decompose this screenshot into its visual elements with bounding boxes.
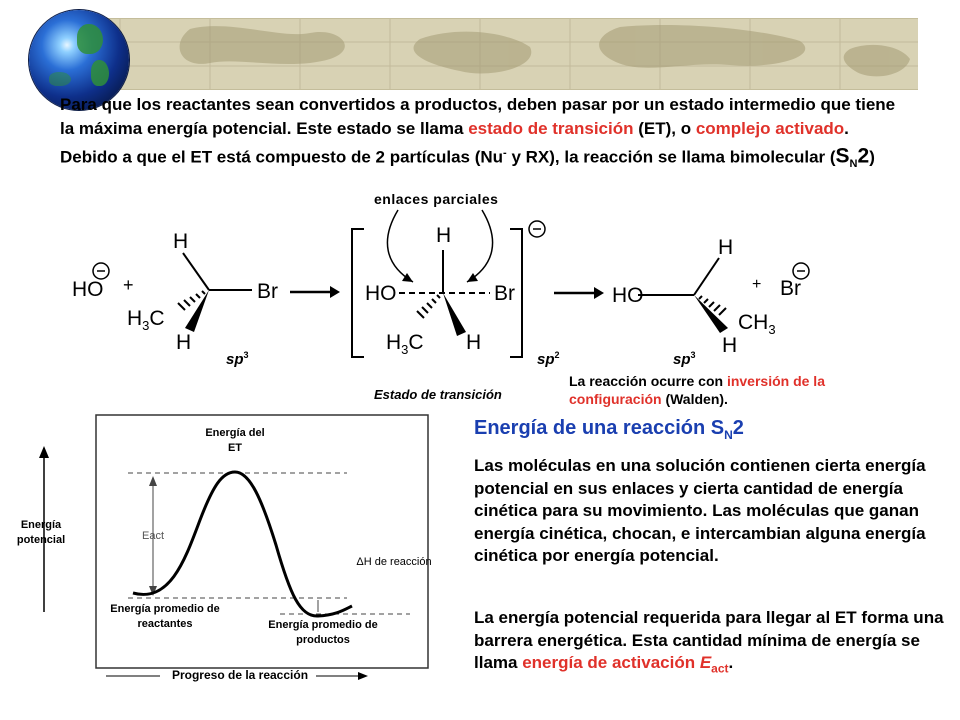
inversion-note: La reacción ocurre con inversión de la configuración (Walden). — [569, 373, 825, 407]
energy-paragraph-1: Las moléculas en una solución contienen cierta energía potencial en sus enlaces y cierta cantidad de energía cinética para su movimiento. Las moléculas que ganan energía cinética, chocan, e intercambian alguna energía cinética por energía potencial. — [474, 456, 926, 565]
dh-label: ΔH de reacción — [356, 556, 432, 568]
eact-label: Eact — [141, 530, 164, 542]
ts-caption: Estado de transición — [374, 387, 502, 402]
intro-text-1: Para que los reactantes sean convertidos a productos, deben pasar por un estado intermedio que tiene la máxima energía potencial. Este estado se llama — [60, 95, 896, 138]
reactant-br: Br — [257, 280, 278, 303]
intro-text-5: . Debido a que el ET está compuesto de 2 partículas (Nu — [60, 119, 849, 167]
product-h-bottom: H — [722, 334, 738, 357]
ts-h3c: $H_3C$ — [386, 331, 424, 358]
ts-br-label: Br — [494, 282, 515, 305]
product-br: Br — [780, 277, 801, 300]
nucleophile-label: HO — [72, 278, 104, 301]
product-ho: HO — [612, 284, 644, 307]
plus-sign-2: + — [752, 276, 762, 293]
intro-sn-sub: N — [849, 158, 858, 171]
partial-bonds-label: enlaces parciales — [374, 191, 499, 207]
hyb-reactant: $sp^3$ — [226, 350, 249, 368]
reactant-h-top: H — [173, 230, 189, 253]
et-energy-label: Energía del ET — [205, 427, 265, 454]
hyb-ts: $sp^2$ — [537, 350, 560, 368]
intro-charge-sup: - — [503, 147, 507, 159]
energy-section-title: Energía de una reacción $S_N2$ — [474, 417, 744, 442]
intro-text-9: ) — [869, 147, 875, 167]
energy-paragraph-2: La energía potencial requerida para llegar al ET forma una barrera energética. Esta cantidad mínima de energía se llama energía de activación $E_{act}$. — [474, 608, 944, 676]
intro-text-3: (ET), o — [633, 119, 696, 138]
ts-ho-label: HO — [365, 282, 397, 305]
products-energy-label: Energía promedio de productos — [268, 619, 378, 646]
energy-curve — [133, 472, 352, 616]
ts-h-top: H — [436, 224, 452, 247]
x-axis-label: Progreso de la reacción — [171, 668, 309, 682]
plus-sign-1: + — [123, 275, 134, 295]
reactant-h3c: $H_3C$ — [127, 307, 165, 334]
reactants-energy-label: Energía promedio de reactantes — [110, 603, 220, 630]
intro-text-6: y RX), la reacción se llama bimolecular ( — [506, 147, 836, 167]
intro-transition-state: estado de transición — [468, 119, 634, 138]
hyb-product: $sp^3$ — [673, 350, 696, 368]
intro-activated-complex: complejo activado — [695, 119, 845, 138]
intro-sn-2: 2 — [857, 144, 870, 168]
reactant-h-bottom: H — [176, 331, 192, 354]
ts-h-bottom: H — [466, 331, 482, 354]
product-h-top: H — [718, 236, 734, 259]
product-ch3: $CH_3$ — [738, 311, 776, 338]
y-axis-label: Energía potencial — [16, 519, 66, 546]
intro-sn-s: S — [835, 144, 850, 168]
